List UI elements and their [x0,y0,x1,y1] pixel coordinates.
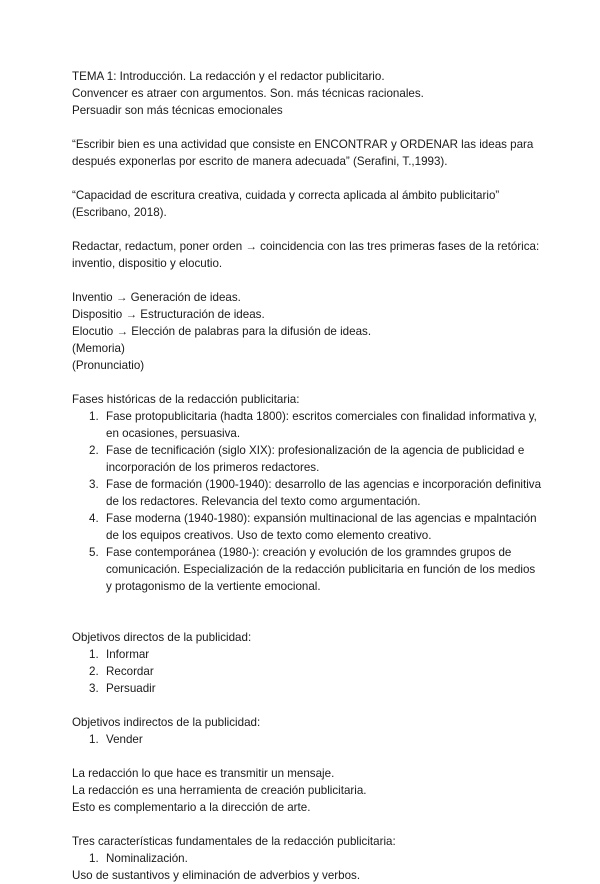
quote-serafini [72,136,532,170]
list-item [72,544,536,595]
text-line: Redactar, redactum, poner orden → coincidencia con las tres primeras fases de la retórica: [72,240,540,253]
list-text: Fase de tecnificación (siglo XIX): profesionalización de la agencia de publicidad e [106,444,525,457]
list-text: en ocasiones, persuasiva. [106,427,241,440]
list-number: 1. [89,410,99,423]
list-number: 1. [89,733,99,746]
list-number: 2. [89,665,99,678]
text-line: inventio, dispositio y elocutio. [72,257,223,270]
indirect-objectives [72,714,532,748]
redaccion-paragraph [72,765,532,816]
list-text: de los equipos creativos. Uso de texto como elemento creativo. [106,529,432,542]
intro-block [72,68,532,119]
section-heading: Objetivos directos de la publicidad: [72,631,252,644]
list-text: Vender [106,733,143,746]
list-number: 3. [89,478,99,491]
list-item [72,663,532,680]
list-text: Fase protopublicitaria (hadta 1800): escritos comerciales con finalidad informativa y, [106,410,537,423]
redactar-paragraph [72,238,540,272]
list-text: Fase de formación (1900-1940): desarrollo de las agencias e incorporación definitiva [106,478,542,491]
features-list [72,850,532,867]
text-line: Elocutio → Elección de palabras para la difusión de ideas. [72,325,372,338]
quote-escribano [72,187,532,221]
text-line: Convencer es atraer con argumentos. Son. más técnicas racionales. [72,87,424,100]
list-number: 2. [89,444,99,457]
text-line: Dispositio → Estructuración de ideas. [72,308,265,321]
indirect-list [72,731,532,748]
rhetoric-phases [72,289,532,374]
section-heading: Tres características fundamentales de la redacción publicitaria: [72,835,396,848]
list-number: 1. [89,648,99,661]
list-text: y protagonismo de la vertiente emocional. [106,580,321,593]
document-page [72,68,542,884]
list-text: incorporación de los primeros redactores. [106,461,320,474]
list-text: Nominalización. [106,852,188,865]
direct-list [72,646,532,697]
list-text: Informar [106,648,150,661]
list-text: comunicación. Especialización de la redacción publicitaria en función de los medios [106,563,536,576]
text-line: Persuadir son más técnicas emocionales [72,104,283,117]
section-heading: Fases históricas de la redacción publicitaria: [72,393,300,406]
section-heading: Objetivos indirectos de la publicidad: [72,716,261,729]
list-item [72,476,542,510]
list-text: Recordar [106,665,154,678]
text-line: La redacción lo que hace es transmitir un mensaje. [72,767,335,780]
text-line: Inventio → Generación de ideas. [72,291,241,304]
list-item [72,680,532,697]
list-item [72,850,532,867]
list-item [72,442,532,476]
text-line: Esto es complementario a la dirección de arte. [72,801,311,814]
list-number: 1. [89,852,99,865]
list-item [72,646,532,663]
text-line: “Capacidad de escritura creativa, cuidada y correcta aplicada al ámbito publicitario” [72,189,500,202]
list-text: Fase moderna (1940-1980): expansión multinacional de las agencias e mpalntación [106,512,537,525]
list-number: 5. [89,546,99,559]
historic-list [72,408,542,595]
list-number: 3. [89,682,99,695]
text-line: Uso de sustantivos y eliminación de adverbios y verbos. [72,869,361,882]
direct-objectives [72,629,532,697]
document-title: TEMA 1: Introducción. La redacción y el redactor publicitario. [72,70,385,83]
list-text: Fase contemporánea (1980-): creación y evolución de los gramndes grupos de [106,546,512,559]
list-text: de los redactores. Relevancia del texto como argumentación. [106,495,421,508]
text-line: “Escribir bien es una actividad que consiste en ENCONTRAR y ORDENAR las ideas para [72,138,534,151]
text-line: (Pronunciatio) [72,359,145,372]
list-item [72,731,532,748]
list-text: Persuadir [106,682,156,695]
list-number: 4. [89,512,99,525]
text-line: (Escribano, 2018). [72,206,167,219]
text-line: (Memoria) [72,342,125,355]
list-item [72,408,537,442]
list-item [72,510,537,544]
text-line: después exponerlas por escrito de manera adecuada” (Serafini, T.,1993). [72,155,448,168]
features-section [72,833,532,884]
historic-phases [72,391,542,595]
text-line: La redacción es una herramienta de creación publicitaria. [72,784,367,797]
